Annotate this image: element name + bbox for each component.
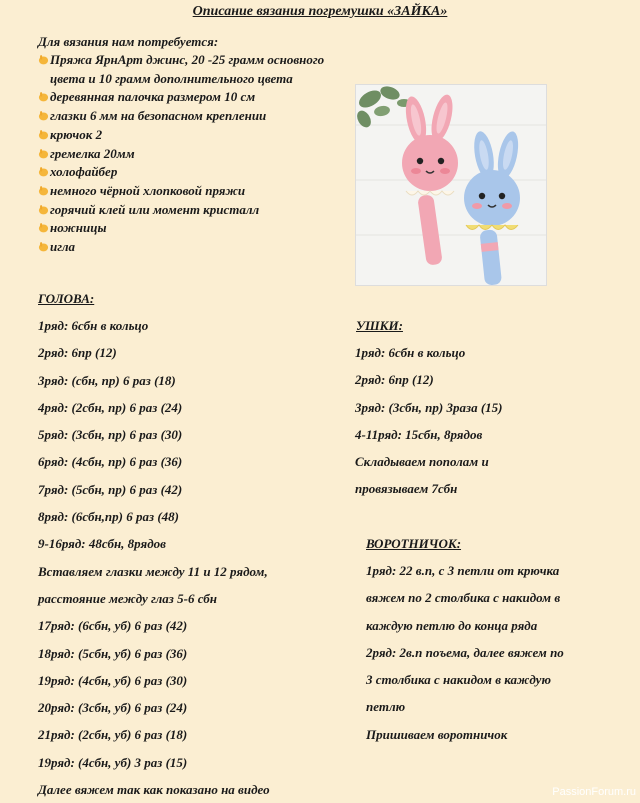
head-row: 7ряд: (5сбн, пр) 6 раз (42) [38, 481, 183, 497]
collar-row: 1ряд: 22 в.п, с 3 петли от крючка [366, 563, 560, 578]
hand-emoji-icon [38, 241, 49, 252]
bunny-rattles-illustration [356, 85, 546, 285]
head-row: расстояние между глаз 5-6 сбн [38, 590, 218, 606]
materials-intro: Для вязания нам потребуется: [38, 34, 219, 49]
hand-emoji-icon [38, 166, 49, 177]
ears-row: 1ряд: 6сбн в кольцо [355, 345, 466, 360]
hand-emoji-icon [38, 110, 49, 121]
pink-bunny [402, 93, 458, 266]
head-row: 18ряд: (5сбн, уб) 6 раз (36) [38, 645, 188, 661]
hand-emoji-icon [38, 129, 49, 140]
collar-rows [366, 557, 564, 748]
collar-row: 2ряд: 2в.п поъема, далее вяжем по [366, 644, 564, 660]
head-row: 1ряд: 6сбн в кольцо [38, 318, 149, 333]
head-rows [38, 312, 270, 803]
hand-emoji-icon [38, 185, 49, 196]
list-item-text: холофайбер [50, 164, 118, 180]
list-item-text: ножницы [50, 220, 107, 236]
list-item-text: крючок 2 [50, 126, 103, 142]
head-row: 8ряд: (6сбн,пр) 6 раз (48) [38, 509, 179, 525]
list-item [38, 238, 338, 257]
hand-emoji-icon [38, 54, 49, 65]
hand-emoji-icon [38, 204, 49, 215]
list-item [38, 88, 338, 107]
list-item [38, 107, 338, 126]
ears-rows [355, 339, 502, 503]
head-row: 6ряд: (4сбн, пр) 6 раз (36) [38, 454, 183, 470]
leaves [356, 85, 411, 130]
watermark: PassionForum.ru [552, 786, 636, 798]
list-item [38, 145, 338, 164]
list-item [38, 51, 338, 88]
blue-bunny [464, 130, 522, 285]
ears-row: 4-11ряд: 15сбн, 8рядов [355, 426, 483, 442]
list-item [38, 201, 338, 220]
list-item [38, 163, 338, 182]
ears-section-title: УШКИ: [356, 318, 403, 333]
head-row: 9-16ряд: 48сбн, 8рядов [38, 536, 166, 552]
ears-row: провязываем 7сбн [355, 481, 458, 497]
ears-row: 3ряд: (3сбн, пр) 3раза (15) [355, 399, 503, 415]
head-row: 3ряд: (сбн, пр) 6 раз (18) [38, 372, 176, 388]
head-row: 5ряд: (3сбн, пр) 6 раз (30) [38, 427, 183, 443]
ears-row: Складываем пополам и [355, 454, 489, 470]
hand-emoji-icon [38, 148, 49, 159]
collar-row: вяжем по 2 столбика с накидом в [366, 590, 561, 606]
list-item-text: горячий клей или момент кристалл [50, 201, 260, 217]
page-title: Описание вязания погремушки «ЗАЙКА» [192, 4, 448, 19]
head-row: 19ряд: (4сбн, уб) 6 раз (30) [38, 672, 188, 688]
collar-row: каждую петлю до конца ряда [366, 617, 538, 633]
list-item [38, 126, 338, 145]
list-item-text: гремелка 20мм [50, 145, 135, 161]
bunny-rattles-photo [355, 84, 547, 286]
hand-emoji-icon [38, 222, 49, 233]
head-row: 21ряд: (2сбн, уб) 6 раз (18) [38, 727, 188, 743]
hand-emoji-icon [38, 91, 49, 102]
collar-row: 3 столбика с накидом в каждую [366, 672, 551, 688]
head-row: 17ряд: (6сбн, уб) 6 раз (42) [38, 618, 188, 634]
list-item-text: глазки 6 мм на безопасном креплении [50, 108, 267, 124]
collar-row: петлю [366, 699, 406, 715]
head-row: 19ряд: (4сбн, уб) 3 раз (15) [38, 754, 188, 770]
list-item-text: деревянная палочка размером 10 см [50, 89, 256, 105]
list-item [38, 182, 338, 201]
ears-row: 2ряд: 6пр (12) [355, 372, 434, 388]
materials-list [38, 51, 338, 257]
list-item [38, 219, 338, 238]
list-item-text: Пряжа ЯрнАрт джинс, 20 -25 грамм основного цвета и 10 грамм дополнительного цвета [50, 52, 325, 86]
head-row: 2ряд: 6пр (12) [38, 345, 117, 361]
list-item-text: немного чёрной хлопковой пряжи [50, 182, 246, 198]
head-row: 20ряд: (3сбн, уб) 6 раз (24) [38, 700, 188, 716]
head-section-title: ГОЛОВА: [38, 291, 95, 306]
collar-section-title: ВОРОТНИЧОК: [366, 536, 462, 551]
head-row: 4ряд: (2сбн, пр) 6 раз (24) [38, 399, 183, 415]
collar-row: Пришиваем воротничок [366, 726, 508, 742]
head-row: Далее вяжем так как показано на видео [38, 782, 270, 798]
list-item-text: игла [50, 239, 76, 255]
head-row: Вставляем глазки между 11 и 12 рядом, [38, 563, 268, 579]
